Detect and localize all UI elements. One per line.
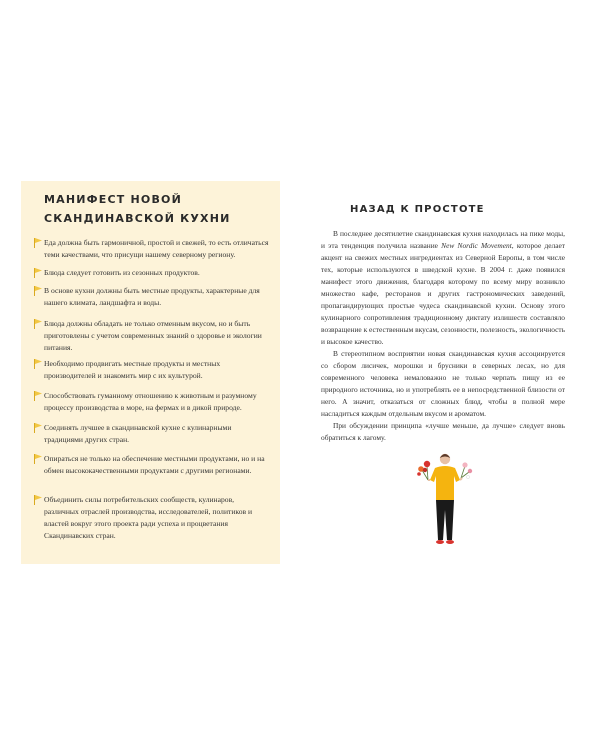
manifest-item bbox=[44, 318, 270, 354]
article-title: НАЗАД К ПРОСТОТЕ bbox=[350, 204, 485, 215]
manifest-item-text: Блюда должны обладать не только отменным вкусом, но и быть приготовлены с учетом современных знаний о здоровье и экологии питания. bbox=[44, 319, 262, 352]
manifest-item bbox=[44, 494, 270, 542]
flag-icon bbox=[34, 238, 42, 248]
flag-icon bbox=[34, 319, 42, 329]
manifest-title-line2: СКАНДИНАВСКОЙ КУХНИ bbox=[44, 212, 231, 225]
pants bbox=[436, 500, 454, 540]
manifest-item bbox=[44, 358, 270, 382]
flower-bouquet-right bbox=[461, 462, 472, 478]
flag-icon bbox=[34, 454, 42, 464]
article-paragraph-2: В стереотипном восприятии новая скандинавская кухня ассоциируется со сбором лисичек, морошки и брусники в северных лесах, но для современного человека немаловажно не только черпать пищу из ее природного источника, но и употреблять ее в непосредственной близости от него. А значит, отказаться от сложных блюд, чтобы в полной мере насладиться каждым отдельным вкусом и ароматом. bbox=[321, 349, 565, 418]
article-paragraph-3: При обсуждении принципа «лучше меньше, да лучше» следует вновь обратиться к лагому. bbox=[321, 421, 565, 442]
flag-icon bbox=[34, 359, 42, 369]
flag-icon bbox=[34, 268, 42, 278]
paragraph-text: В последнее десятилетие скандинавская кухня находилась на пике моды, и эта тенденция получила название bbox=[321, 229, 565, 250]
article-paragraph-1 bbox=[321, 228, 565, 348]
flag-icon bbox=[34, 286, 42, 296]
manifest-item-text: В основе кухни должны быть местные продукты, характерные для нашего климата, ландшафта и воды. bbox=[44, 286, 260, 307]
flag-icon bbox=[34, 495, 42, 505]
manifest-item-text: Еда должна быть гармоничной, простой и свежей, то есть отличаться теми качествами, что присущи нашему северному региону. bbox=[44, 238, 269, 259]
manifest-item bbox=[44, 285, 270, 309]
manifest-item-text: Соединять лучшее в скандинавской кухне с кулинарными традициями других стран. bbox=[44, 423, 232, 444]
manifest-item bbox=[44, 422, 270, 446]
manifest-item-text: Объединить силы потребительских сообществ, кулинаров, различных отраслей производства, исследователей, политиков и властей вокруг этого проекта ради успеха и процветания Скандинавских стран. bbox=[44, 495, 253, 540]
manifest-item bbox=[44, 267, 270, 279]
manifest-item bbox=[44, 390, 270, 414]
manifest-item-text: Способствовать гуманному отношению к животным и разумному процессу производства в море, на фермах и в дикой природе. bbox=[44, 391, 257, 412]
manifest-item bbox=[44, 237, 270, 261]
flag-icon bbox=[34, 391, 42, 401]
sweater bbox=[430, 466, 460, 500]
manifest-title-line1: МАНИФЕСТ НОВОЙ bbox=[44, 193, 182, 206]
flag-icon bbox=[34, 423, 42, 433]
manifest-item-text: Необходимо продвигать местные продукты и местных производителей и знакомить мир с их культурой. bbox=[44, 359, 221, 380]
right-shoe bbox=[446, 540, 454, 544]
left-shoe bbox=[436, 540, 444, 544]
movement-name: New Nordic Movement bbox=[441, 241, 512, 250]
person-illustration bbox=[415, 450, 475, 550]
manifest-title bbox=[44, 190, 274, 228]
article-body bbox=[321, 228, 565, 444]
paragraph-text: , которое делает акцент на свежих местных ингредиентах из Северной Европы, в том числе тех, которые используются в шведской кухне. В 2004 г. даже появился манифест этого движения, благодаря которому по всему миру возникло множество кафе, ресторанов и других гастрономических заведений, пропагандирующих простые чудеса скандинавской кухни. Основу этого кулинарного сопротивления традиционному диктату излишеств составляло возвращение к естественным вкусам, сезонности, полезность, экологичность и высокое качество. bbox=[321, 241, 565, 346]
manifest-item-text: Опираться не только на обеспечение местными продуктами, но и на обмен высококачественными продуктами с другими регионами. bbox=[44, 454, 265, 475]
manifest-item bbox=[44, 453, 270, 477]
flower-bouquet-left bbox=[417, 461, 430, 480]
manifest-item-text: Блюда следует готовить из сезонных продуктов. bbox=[44, 268, 200, 277]
